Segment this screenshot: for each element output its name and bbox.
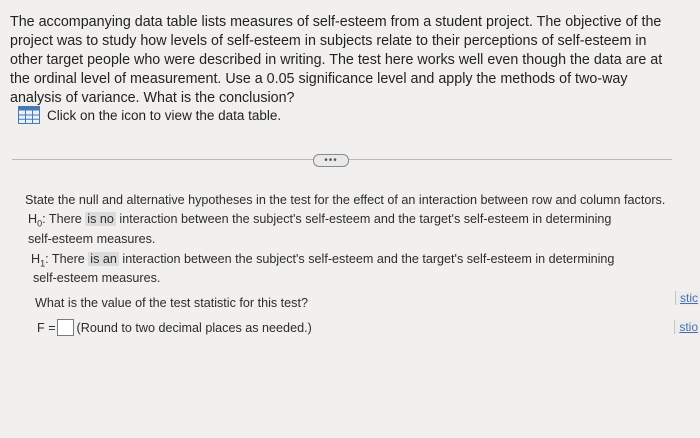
- h0-rest: interaction between the subject's self-esteem and the target's self-esteem in determining: [115, 212, 612, 226]
- side-link-2[interactable]: stio: [674, 320, 700, 334]
- h0-choice-dropdown[interactable]: is no: [87, 212, 114, 226]
- view-data-table-link[interactable]: [18, 106, 281, 124]
- expand-more-button[interactable]: •••: [313, 154, 349, 167]
- h0-symbol: H: [28, 212, 38, 226]
- null-hypothesis-line-1: [28, 212, 611, 229]
- question-text: The accompanying data table lists measures of self-esteem from a student project. The objective of the project was to study how levels of self-esteem in subjects relate to their perceptions of self-esteem in other target people who were described in writing. The test here works well even though the data are at the ordinal level of measurement. Use a 0.05 significance level and apply the methods of two-way analysis of variance. What is the conclusion?: [10, 14, 663, 106]
- h1-choice-dropdown[interactable]: is an: [90, 252, 117, 266]
- alt-hypothesis-line-1: [31, 252, 614, 269]
- null-hypothesis-line-2: self-esteem measures.: [28, 232, 156, 246]
- alt-hypothesis-line-2: self-esteem measures.: [33, 271, 161, 285]
- hypotheses-prompt: State the null and alternative hypotheses in the test for the effect of an interaction between row and column factors.: [25, 193, 666, 207]
- h1-subscript: 1: [40, 258, 46, 269]
- f-value-input[interactable]: [57, 319, 74, 336]
- h0-lead: : There: [42, 212, 86, 226]
- h1-rest: interaction between the subject's self-esteem and the target's self-esteem in determining: [118, 252, 615, 266]
- h0-subscript: 0: [37, 218, 43, 229]
- test-statistic-question: What is the value of the test statistic for this test?: [35, 296, 308, 310]
- table-icon[interactable]: [18, 106, 40, 124]
- test-statistic-answer-row: [37, 319, 312, 336]
- side-link-1[interactable]: stic: [675, 291, 700, 305]
- f-prefix: F =: [37, 320, 56, 335]
- view-data-table-label[interactable]: Click on the icon to view the data table.: [47, 107, 282, 123]
- h1-symbol: H: [31, 252, 41, 266]
- rounding-hint: (Round to two decimal places as needed.): [76, 320, 312, 335]
- h1-lead: : There: [45, 252, 89, 266]
